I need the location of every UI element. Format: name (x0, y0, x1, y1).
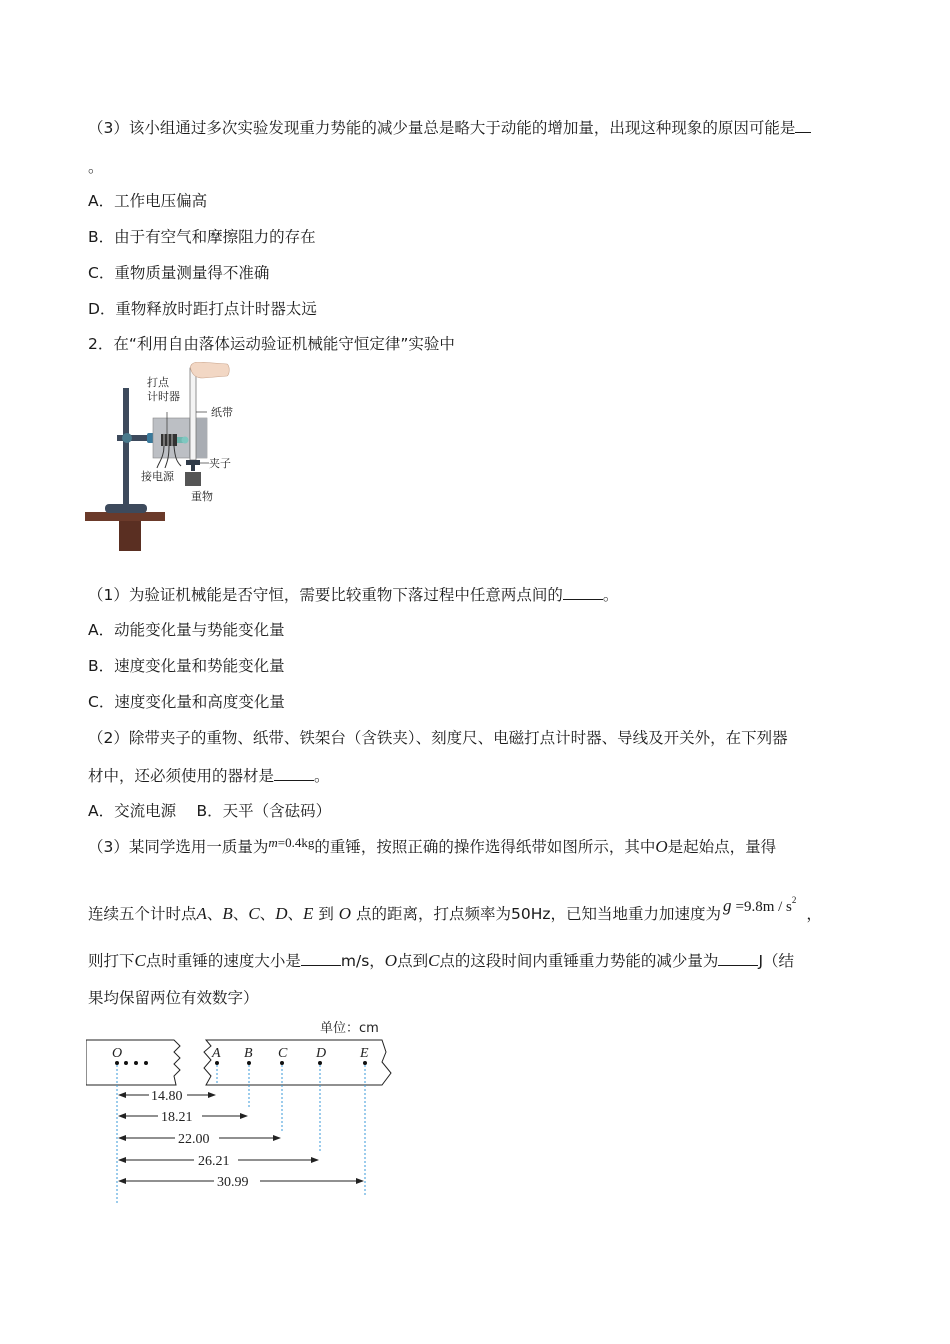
tape-unit: 单位：cm (320, 1021, 379, 1036)
dot-c (280, 1061, 284, 1065)
distance-e: 30.99 (217, 1175, 249, 1190)
q2-sub3-line3: 则打下C点时重锤的速度大小是 m/s，O点到C点的这段时间内重锤重力势能的减少量为 J（结 (88, 951, 795, 970)
tape-left (86, 1040, 180, 1085)
answer-blank[interactable] (795, 118, 811, 133)
dot-d (318, 1061, 322, 1065)
point-label-a: A (212, 1046, 221, 1061)
stand-rod (123, 388, 129, 506)
q2-sub1-stem: （1）为验证机械能是否守恒，需要比较重物下落过程中任意两点间的 。 (88, 586, 619, 604)
point-label-o: O (112, 1046, 123, 1061)
label-timer2: 计时器 (147, 390, 180, 403)
point-label-d: D (316, 1046, 327, 1061)
q2-sub2-options: A．交流电源 B．天平（含砝码） (88, 802, 332, 820)
apparatus-figure (85, 362, 250, 554)
tape-clip (186, 460, 200, 465)
answer-blank[interactable] (718, 951, 758, 966)
paper-tape (190, 368, 196, 460)
q2-sub3-line1: （3）某同学选用一质量为$^{m=0.4kg}$的重锤，按照正确的操作选得纸带如图所示，其中O是起始点，量得 (88, 835, 777, 856)
table-leg (119, 521, 141, 551)
hand (190, 362, 229, 378)
dot-o (115, 1061, 119, 1065)
q3-stem-end: 。 (88, 158, 104, 176)
answer-blank[interactable] (563, 585, 603, 600)
label-tape: 纸带 (211, 406, 233, 419)
q3-option-d: D．重物释放时距打点计时器太远 (88, 300, 317, 318)
q2-sub2-line1: （2）除带夹子的重物、纸带、铁架台（含铁夹）、刻度尺、电磁打点计时器、导线及开关外，在下列器 (88, 729, 788, 747)
dot-a (215, 1061, 219, 1065)
dot (124, 1061, 128, 1065)
q2-sub3-line2: 连续五个计时点A、B、C、D、E 到 O 点的距离，打点频率为50Hz，已知当地重力加速度为 $g =9.8m / s^2$， (88, 895, 822, 924)
distance-a: 14.80 (151, 1089, 183, 1104)
dot (134, 1061, 138, 1065)
q2-sub3-line4: 果均保留两位有效数字） (88, 989, 259, 1007)
q2-sub1-option-b: B．速度变化量和势能变化量 (88, 657, 285, 675)
label-weight: 重物 (191, 490, 213, 503)
q2-sub1-option-c: C．速度变化量和高度变化量 (88, 693, 285, 711)
q3-option-b: B．由于有空气和摩擦阻力的存在 (88, 228, 316, 246)
point-label-e: E (360, 1046, 369, 1061)
q2-title: 2．在“利用自由落体运动验证机械能守恒定律”实验中 (88, 335, 455, 353)
label-clip: 夹子 (209, 457, 231, 470)
q3-stem: （3）该小组通过多次实验发现重力势能的减少量总是略大于动能的增加量，出现这种现象的原因可能是 (88, 117, 811, 139)
label-timer: 打点 (147, 376, 169, 389)
dot-b (247, 1061, 251, 1065)
q2-sub1-option-a: A．动能变化量与势能变化量 (88, 621, 285, 639)
dot (144, 1061, 148, 1065)
label-power: 接电源 (141, 470, 174, 483)
q3-option-a: A．工作电压偏高 (88, 192, 208, 210)
distance-b: 18.21 (161, 1110, 193, 1125)
distance-d: 26.21 (198, 1154, 230, 1169)
weight-block (185, 472, 201, 486)
answer-blank[interactable] (301, 951, 341, 966)
clamp-knob (122, 433, 132, 443)
timer-coil (161, 434, 177, 446)
point-label-b: B (244, 1046, 253, 1061)
q3-option-c: C．重物质量测量得不准确 (88, 264, 270, 282)
answer-blank[interactable] (274, 766, 314, 781)
distance-c: 22.00 (178, 1132, 210, 1147)
dot-e (363, 1061, 367, 1065)
point-label-c: C (278, 1046, 288, 1061)
q2-sub2-line2: 材中，还必须使用的器材是 。 (88, 767, 330, 785)
tape-figure (86, 1015, 396, 1205)
table-top (85, 512, 165, 521)
